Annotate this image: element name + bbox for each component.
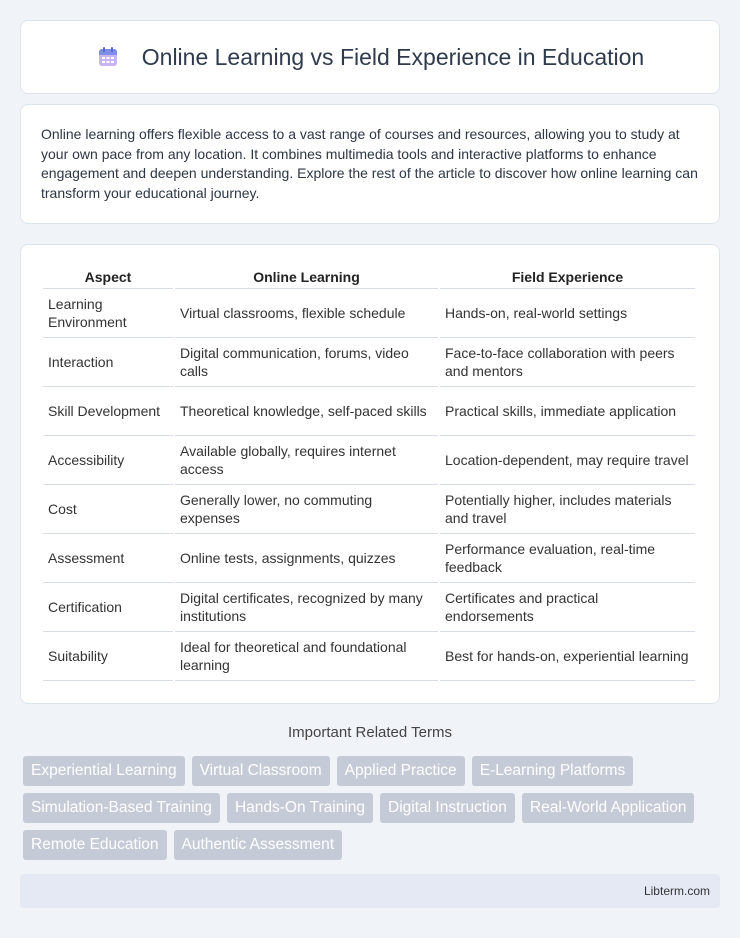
table-row bbox=[43, 632, 695, 681]
term-tag[interactable]: Experiential Learning bbox=[23, 756, 185, 786]
table-cell-online: Available globally, requires internet access bbox=[175, 436, 438, 485]
table-cell-aspect: Interaction bbox=[43, 338, 173, 387]
table-cell-field: Best for hands-on, experiential learning bbox=[440, 632, 695, 681]
term-tag[interactable]: Remote Education bbox=[23, 830, 167, 860]
tag-row bbox=[23, 793, 723, 823]
table-cell-aspect: Cost bbox=[43, 485, 173, 534]
header-card bbox=[20, 20, 720, 94]
calendar-icon bbox=[96, 45, 120, 69]
page-title: Online Learning vs Field Experience in Education bbox=[141, 43, 645, 70]
table-cell-field: Hands-on, real-world settings bbox=[440, 289, 695, 338]
table-row bbox=[43, 387, 695, 436]
table-cell-aspect: Suitability bbox=[43, 632, 173, 681]
column-header-field-experience: Field Experience bbox=[440, 265, 695, 289]
table-cell-aspect: Skill Development bbox=[43, 387, 173, 436]
table-row bbox=[43, 289, 695, 338]
comparison-table bbox=[41, 265, 697, 681]
table-cell-field: Potentially higher, includes materials and travel bbox=[440, 485, 695, 534]
table-cell-online: Digital certificates, recognized by many institutions bbox=[175, 583, 438, 632]
footer bbox=[20, 874, 720, 908]
table-row bbox=[43, 534, 695, 583]
table-cell-online: Theoretical knowledge, self-paced skills bbox=[175, 387, 438, 436]
intro-card bbox=[20, 104, 720, 224]
table-row bbox=[43, 485, 695, 534]
table-cell-aspect: Accessibility bbox=[43, 436, 173, 485]
term-tag[interactable]: Applied Practice bbox=[337, 756, 465, 786]
term-tag[interactable]: Hands-On Training bbox=[227, 793, 373, 823]
column-header-aspect: Aspect bbox=[43, 265, 173, 289]
comparison-table-card bbox=[20, 244, 720, 704]
tag-row bbox=[23, 830, 723, 860]
table-cell-field: Face-to-face collaboration with peers and mentors bbox=[440, 338, 695, 387]
table-header-row bbox=[43, 265, 695, 289]
table-cell-aspect: Assessment bbox=[43, 534, 173, 583]
table-row bbox=[43, 338, 695, 387]
term-tag[interactable]: Digital Instruction bbox=[380, 793, 515, 823]
related-terms-title: Important Related Terms bbox=[288, 724, 452, 741]
table-cell-online: Virtual classrooms, flexible schedule bbox=[175, 289, 438, 338]
table-cell-aspect: Learning Environment bbox=[43, 289, 173, 338]
term-tag[interactable]: Virtual Classroom bbox=[192, 756, 330, 786]
term-tag[interactable]: Simulation-Based Training bbox=[23, 793, 220, 823]
table-cell-field: Practical skills, immediate application bbox=[440, 387, 695, 436]
table-cell-online: Digital communication, forums, video calls bbox=[175, 338, 438, 387]
table-cell-field: Certificates and practical endorsements bbox=[440, 583, 695, 632]
related-terms-tags bbox=[23, 756, 723, 867]
term-tag[interactable]: Authentic Assessment bbox=[174, 830, 343, 860]
table-cell-field: Location-dependent, may require travel bbox=[440, 436, 695, 485]
table-row bbox=[43, 583, 695, 632]
table-cell-online: Generally lower, no commuting expenses bbox=[175, 485, 438, 534]
column-header-online-learning: Online Learning bbox=[175, 265, 438, 289]
table-cell-online: Ideal for theoretical and foundational learning bbox=[175, 632, 438, 681]
table-cell-aspect: Certification bbox=[43, 583, 173, 632]
tag-row bbox=[23, 756, 723, 786]
footer-site-link[interactable]: Libterm.com bbox=[643, 884, 710, 898]
intro-text: Online learning offers flexible access to a vast range of courses and resources, allowing you to study at your own pace from any location. It combines multimedia tools and interactive platforms to enhance engagement and deepen understanding. Explore the rest of the article to discover how online learning can transform your educational journey. bbox=[41, 126, 698, 201]
term-tag[interactable]: E-Learning Platforms bbox=[472, 756, 634, 786]
table-row bbox=[43, 436, 695, 485]
term-tag[interactable]: Real-World Application bbox=[522, 793, 695, 823]
table-cell-online: Online tests, assignments, quizzes bbox=[175, 534, 438, 583]
table-cell-field: Performance evaluation, real-time feedback bbox=[440, 534, 695, 583]
